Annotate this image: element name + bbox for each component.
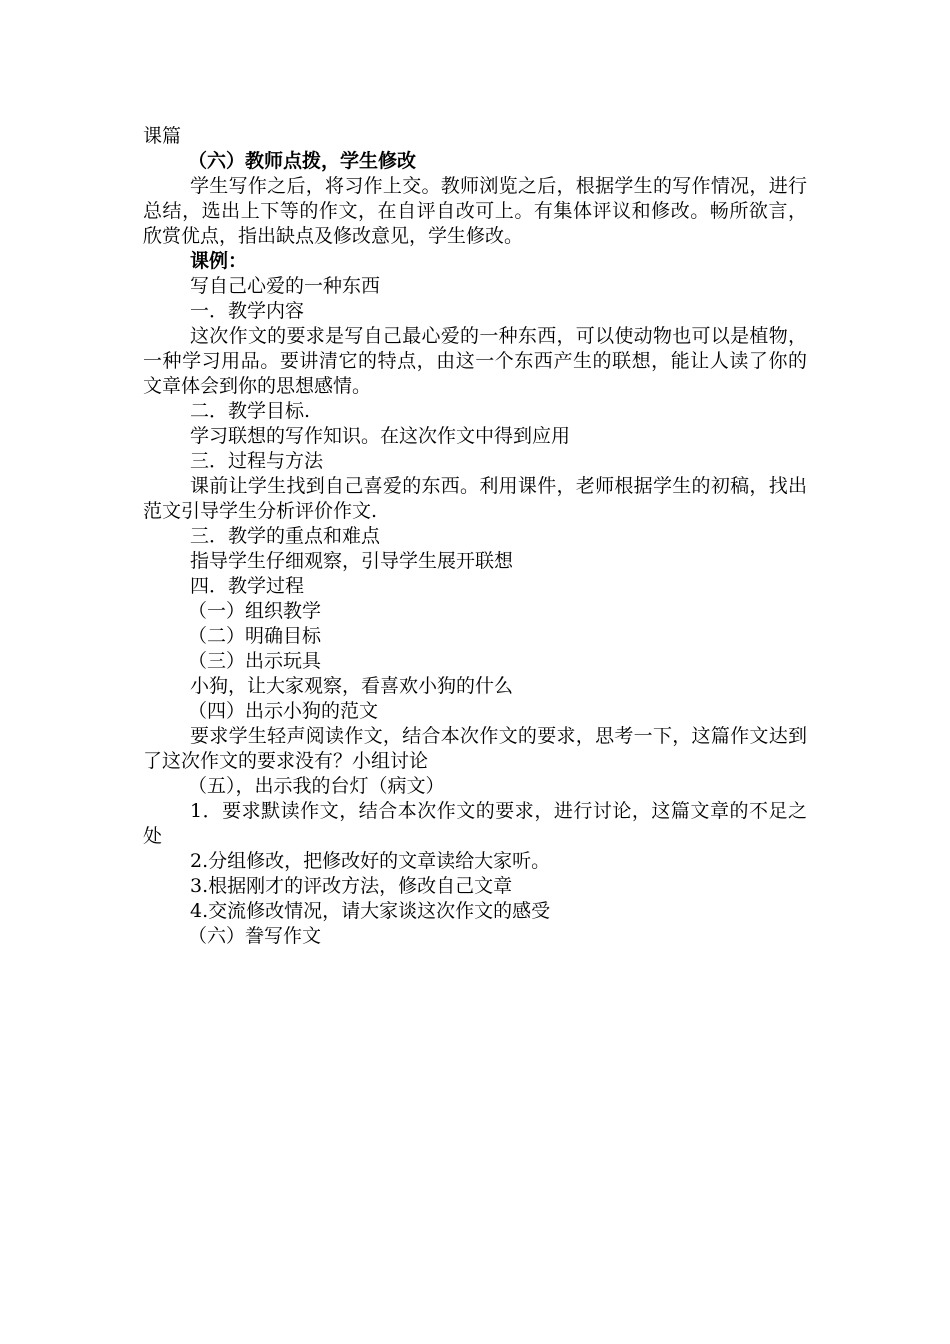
part3-heading: 三．过程与方法 xyxy=(190,450,324,472)
document-body xyxy=(143,124,807,949)
step5: （五），出示我的台灯（病文） xyxy=(188,775,445,797)
step3: （三）出示玩具 xyxy=(188,650,322,672)
step4-text: 要求学生轻声阅读作文，结合本次作文的要求，思考一下，这篇作文达到了这次作文的要求没有？小组讨论 xyxy=(143,725,807,772)
continued-heading: 课篇 xyxy=(143,125,182,147)
part3b-heading: 三．教学的重点和难点 xyxy=(190,525,381,547)
example-label: 课例： xyxy=(190,250,248,272)
part3b-text: 指导学生仔细观察，引导学生展开联想 xyxy=(190,550,514,572)
step5-item4: 4.交流修改情况，请大家谈这次作文的感受 xyxy=(190,900,551,922)
step5-item2: 2.分组修改，把修改好的文章读给大家听。 xyxy=(190,850,551,872)
section-heading: （六）教师点拨，学生修改 xyxy=(188,150,417,172)
part1-heading: 一．教学内容 xyxy=(190,300,305,322)
step6: （六）誊写作文 xyxy=(188,925,322,947)
part1-text: 这次作文的要求是写自己最心爱的一种东西，可以使动物也可以是植物，一种学习用品。要讲清它的特点，由这一个东西产生的联想，能让人读了你的文章体会到你的思想感情。 xyxy=(143,325,807,397)
step3-text: 小狗，让大家观察，看喜欢小狗的什么 xyxy=(190,675,514,697)
step1: （一）组织教学 xyxy=(188,600,322,622)
step2: （二）明确目标 xyxy=(188,625,322,647)
part2-heading: 二．教学目标. xyxy=(190,400,311,422)
part4-heading: 四．教学过程 xyxy=(190,575,305,597)
part2-text: 学习联想的写作知识。在这次作文中得到应用 xyxy=(190,425,571,447)
step4: （四）出示小狗的范文 xyxy=(188,700,379,722)
section-paragraph: 学生写作之后，将习作上交。教师浏览之后，根据学生的写作情况，进行总结，选出上下等的作文，在自评自改可上。有集体评议和修改。畅所欲言，欣赏优点，指出缺点及修改意见，学生修改。 xyxy=(143,175,807,247)
step5-item1: 1．要求默读作文，结合本次作文的要求，进行讨论，这篇文章的不足之处 xyxy=(143,800,807,847)
example-title: 写自己心爱的一种东西 xyxy=(190,275,381,297)
step5-item3: 3.根据刚才的评改方法，修改自己文章 xyxy=(190,875,513,897)
part3-text: 课前让学生找到自己喜爱的东西。利用课件，老师根据学生的初稿，找出范文引导学生分析评价作文. xyxy=(143,475,807,522)
